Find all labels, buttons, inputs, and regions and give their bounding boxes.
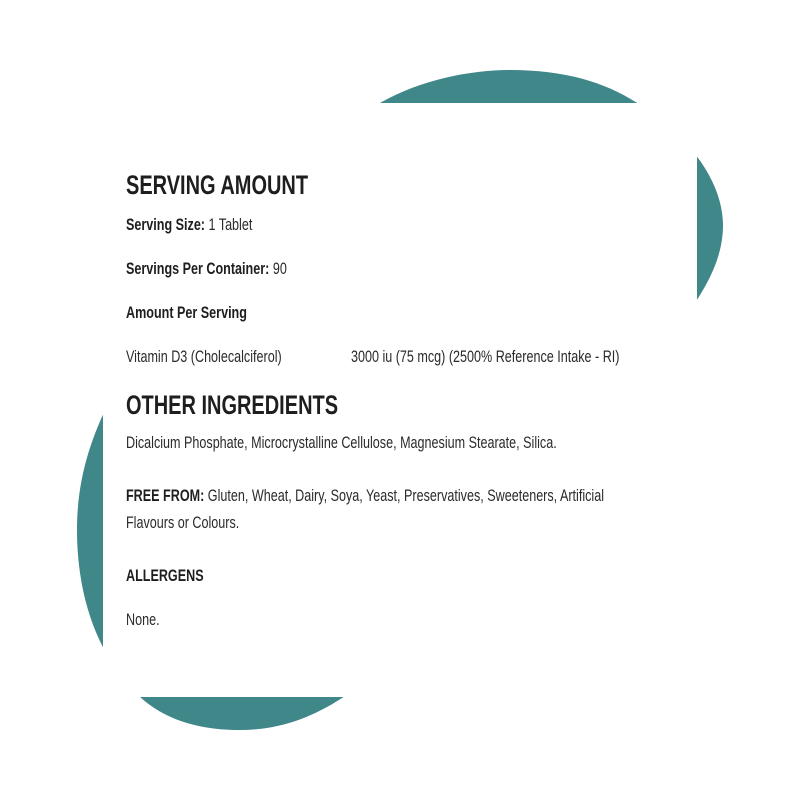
ingredients-list: Dicalcium Phosphate, Microcrystalline Cellulose, Magnesium Stearate, Silica. [126, 433, 557, 452]
other-ingredients-heading: OTHER INGREDIENTS [126, 390, 339, 420]
free-from-label: FREE FROM: [126, 486, 205, 505]
serving-amount-heading: SERVING AMOUNT [126, 170, 309, 200]
servings-per-container-label: Servings Per Container: [126, 259, 270, 278]
free-from-line2: Flavours or Colours. [126, 513, 240, 532]
free-from [126, 486, 604, 506]
allergens-heading: ALLERGENS [126, 566, 204, 585]
serving-size [126, 215, 252, 235]
servings-per-container [126, 259, 287, 279]
servings-per-container-value: 90 [272, 259, 287, 278]
amount-per-serving-heading: Amount Per Serving [126, 303, 247, 322]
nutrient-name: Vitamin D3 (Cholecalciferol) [126, 347, 282, 366]
serving-size-value: 1 Tablet [208, 215, 253, 234]
nutrient-value: 3000 iu (75 mcg) (2500% Reference Intake - RI) [350, 347, 620, 366]
allergens-value: None. [126, 610, 160, 629]
free-from-line1: Gluten, Wheat, Dairy, Soya, Yeast, Preservatives, Sweeteners, Artificial [207, 486, 605, 505]
serving-size-label: Serving Size: [126, 215, 206, 234]
